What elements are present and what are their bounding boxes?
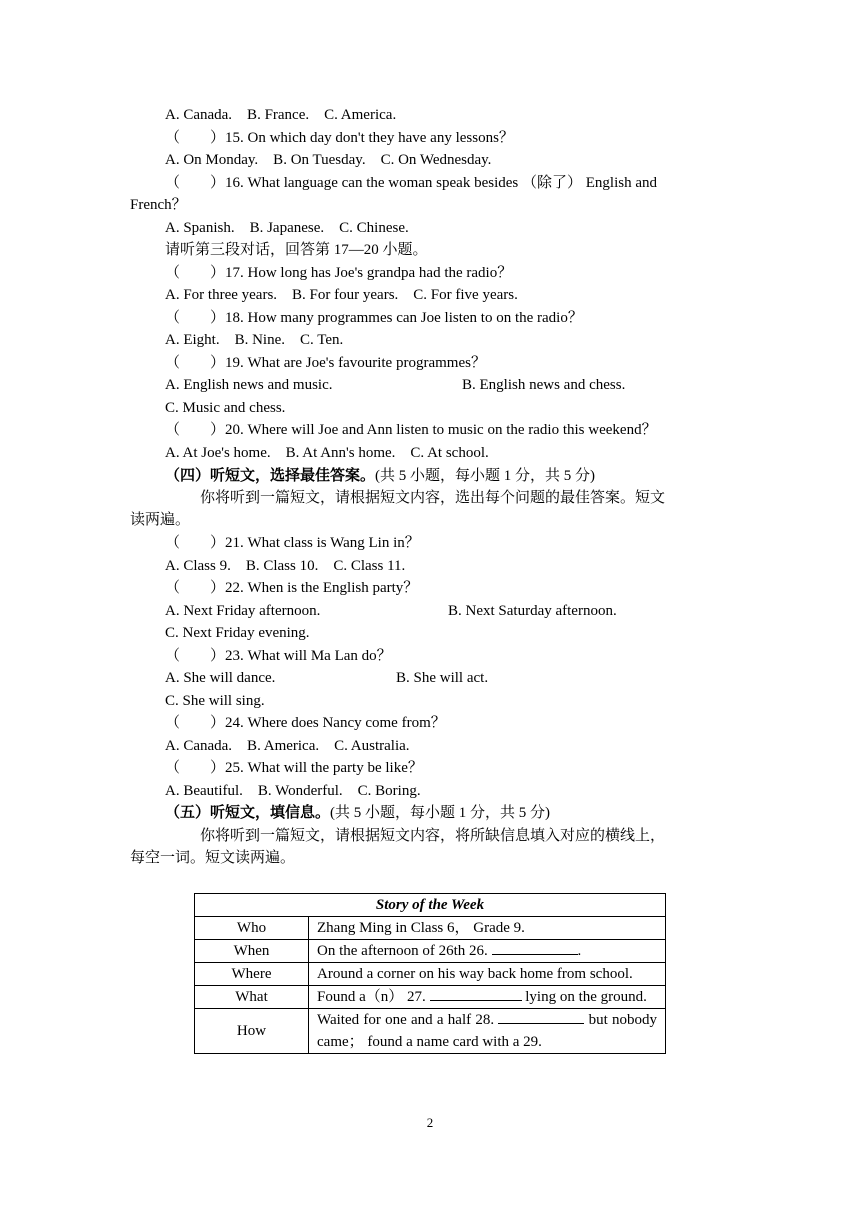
- section-heading-4-score: (共 5 小题，每小题 1 分，共 5 分): [375, 468, 596, 484]
- row-value-what: [309, 986, 666, 1009]
- when-text: On the afternoon of 26th 26.: [317, 943, 488, 959]
- answer-options: A. Class 9. B. Class 10. C. Class 11.: [165, 558, 406, 574]
- section-heading-4: [165, 465, 595, 487]
- answer-option-a: A. She will dance.: [165, 670, 276, 686]
- answer-options: A. Canada. B. France. C. America.: [165, 107, 397, 123]
- row-value-how: [309, 1009, 666, 1054]
- question-15: （ ）15. On which day don't they have any lessons？: [165, 130, 514, 146]
- answer-options: A. For three years. B. For four years. C. For five years.: [165, 287, 518, 303]
- table-row: [195, 1009, 666, 1054]
- question-16-cont: French？: [130, 197, 187, 213]
- blank-26[interactable]: [492, 940, 578, 955]
- section-instruction-cont: 读两遍。: [130, 512, 191, 528]
- answer-option-a: A. English news and music.: [165, 377, 333, 393]
- question-18: （ ）18. How many programmes can Joe listen to on the radio？: [165, 310, 583, 326]
- story-table-title: Story of the Week: [195, 894, 666, 917]
- row-value-where: Around a corner on his way back home from school.: [309, 963, 666, 986]
- row-label-how: How: [195, 1009, 309, 1054]
- table-row: [195, 940, 666, 963]
- section-heading-5: [165, 802, 550, 824]
- question-17: （ ）17. How long has Joe's grandpa had the radio？: [165, 265, 513, 281]
- blank-28[interactable]: [498, 1009, 584, 1024]
- answer-options: A. At Joe's home. B. At Ann's home. C. At school.: [165, 445, 489, 461]
- row-value-when: [309, 940, 666, 963]
- table-row: [195, 963, 666, 986]
- answer-options: A. On Monday. B. On Tuesday. C. On Wednesday.: [165, 152, 492, 168]
- answer-options: A. Canada. B. America. C. Australia.: [165, 738, 410, 754]
- answer-option-b: B. English news and chess.: [462, 377, 626, 393]
- answer-option-c: C. Music and chess.: [165, 400, 286, 416]
- question-23: （ ）23. What will Ma Lan do？: [165, 648, 392, 664]
- blank-27[interactable]: [430, 986, 522, 1001]
- section-instruction: 请听第三段对话，回答第 17—20 小题。: [165, 242, 428, 258]
- row-value-who: Zhang Ming in Class 6， Grade 9.: [309, 917, 666, 940]
- row-label-where: Where: [195, 963, 309, 986]
- row-label-what: What: [195, 986, 309, 1009]
- answer-options: A. Eight. B. Nine. C. Ten.: [165, 332, 344, 348]
- question-16: （ ）16. What language can the woman speak besides （除了） English and: [165, 175, 657, 191]
- question-20: （ ）20. Where will Joe and Ann listen to music on the radio this weekend？: [165, 422, 657, 438]
- how-text-end: but nobody came； found a name card with a 29.: [317, 1012, 658, 1050]
- question-21: （ ）21. What class is Wang Lin in？: [165, 535, 420, 551]
- section-heading-4-title: （四）听短文，选择最佳答案。: [165, 468, 376, 484]
- section-instruction: 你将听到一篇短文，请根据短文内容，选出每个问题的最佳答案。短文: [200, 490, 666, 506]
- answer-options: A. Beautiful. B. Wonderful. C. Boring.: [165, 783, 421, 799]
- section-instruction-cont: 每空一词。短文读两遍。: [130, 850, 296, 866]
- row-label-when: When: [195, 940, 309, 963]
- answer-option-c: C. She will sing.: [165, 693, 265, 709]
- answer-option-b: B. Next Saturday afternoon.: [448, 603, 617, 619]
- question-19: （ ）19. What are Joe's favourite programmes？: [165, 355, 486, 371]
- answer-option-a: A. Next Friday afternoon.: [165, 603, 321, 619]
- question-25: （ ）25. What will the party be like？: [165, 760, 423, 776]
- question-24: （ ）24. Where does Nancy come from？: [165, 715, 446, 731]
- table-row: [195, 917, 666, 940]
- page-number: 2: [426, 1115, 434, 1130]
- section-instruction: 你将听到一篇短文，请根据短文内容，将所缺信息填入对应的横线上，: [200, 828, 666, 844]
- table-row: [195, 986, 666, 1009]
- how-text: Waited for one and a half 28.: [317, 1012, 495, 1028]
- section-heading-5-score: (共 5 小题，每小题 1 分，共 5 分): [330, 805, 551, 821]
- row-label-who: Who: [195, 917, 309, 940]
- what-text: Found a（n） 27.: [317, 989, 426, 1005]
- story-table: [194, 893, 666, 1054]
- when-period: .: [577, 943, 582, 959]
- answer-options: A. Spanish. B. Japanese. C. Chinese.: [165, 220, 409, 236]
- section-heading-5-title: （五）听短文，填信息。: [165, 805, 331, 821]
- what-text-end: lying on the ground.: [525, 989, 647, 1005]
- answer-option-b: B. She will act.: [396, 670, 489, 686]
- answer-option-c: C. Next Friday evening.: [165, 625, 310, 641]
- question-22: （ ）22. When is the English party？: [165, 580, 419, 596]
